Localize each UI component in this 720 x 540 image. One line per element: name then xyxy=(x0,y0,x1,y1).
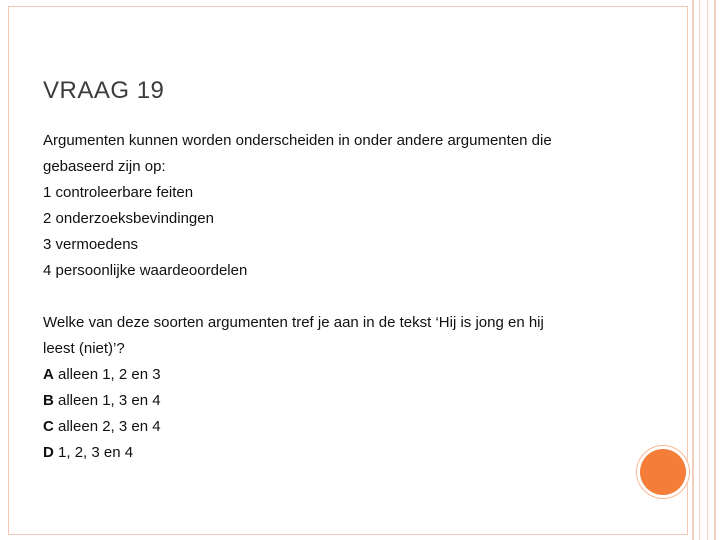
option-text: 1, 2, 3 en 4 xyxy=(53,444,134,461)
slide-title: VRAAG 19 xyxy=(43,77,165,104)
answer-option-c xyxy=(43,414,643,440)
option-text: alleen 2, 3 en 4 xyxy=(53,418,161,435)
question-line: leest (niet)’? xyxy=(43,340,125,357)
category-item: 4 persoonlijke waardeoordelen xyxy=(43,262,248,279)
answer-option-a xyxy=(43,362,643,388)
slide-body xyxy=(43,128,643,466)
category-item: 1 controleerbare feiten xyxy=(43,184,194,201)
option-text: alleen 1, 3 en 4 xyxy=(53,392,161,409)
option-letter: B xyxy=(43,392,54,409)
decorative-stripe xyxy=(707,0,708,540)
answer-option-d xyxy=(43,440,643,466)
option-letter: A xyxy=(43,366,54,383)
answer-option-b xyxy=(43,388,643,414)
decorative-stripe xyxy=(692,0,694,540)
paragraph-gap xyxy=(43,284,643,310)
question-line: Welke van deze soorten argumenten tref je aan in de tekst ‘Hij is jong en hij xyxy=(43,314,544,331)
decorative-accent-circle xyxy=(640,449,686,495)
category-item: 3 vermoedens xyxy=(43,236,139,253)
intro-line: Argumenten kunnen worden onderscheiden in onder andere argumenten die xyxy=(43,132,552,149)
option-text: alleen 1, 2 en 3 xyxy=(53,366,161,383)
category-item: 2 onderzoeksbevindingen xyxy=(43,210,214,227)
option-letter: D xyxy=(43,444,54,461)
decorative-stripe xyxy=(699,0,700,540)
decorative-stripe xyxy=(714,0,716,540)
intro-line: gebaseerd zijn op: xyxy=(43,158,166,175)
option-letter: C xyxy=(43,418,54,435)
